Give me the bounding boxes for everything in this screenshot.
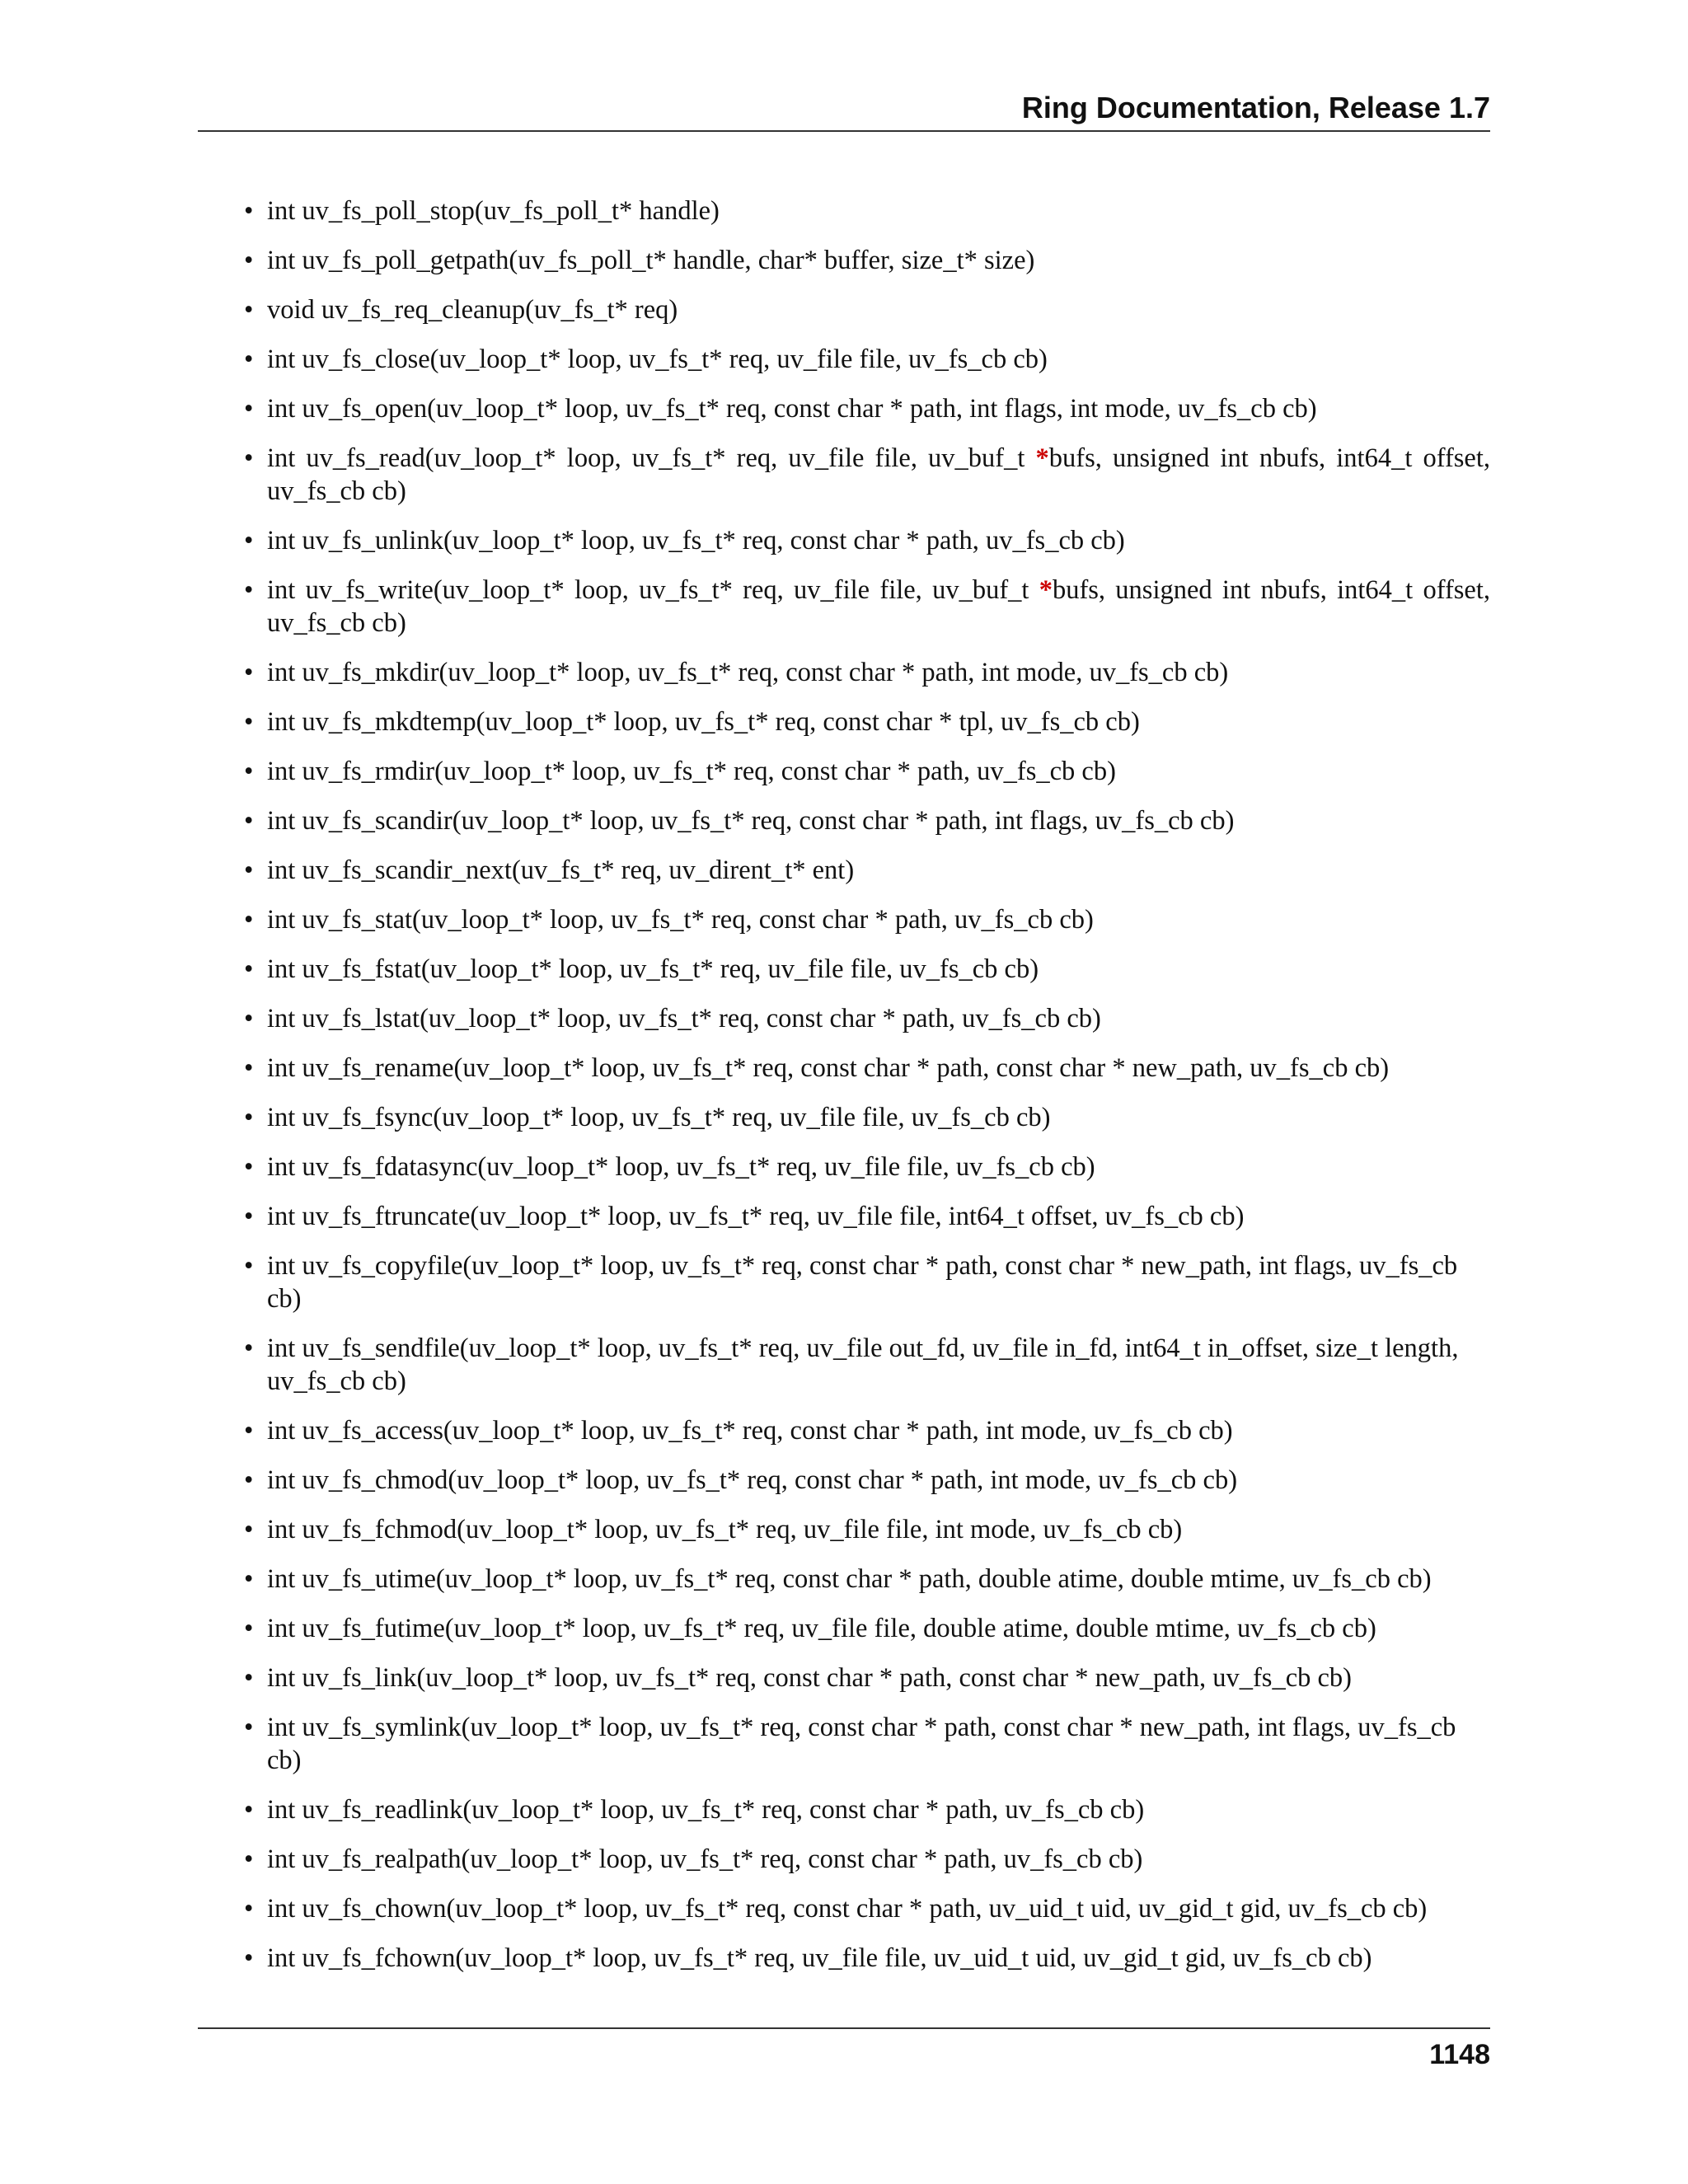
function-list-item bbox=[198, 1052, 1490, 1085]
function-list-item bbox=[198, 1711, 1490, 1777]
function-signature: int uv_fs_rename(uv_loop_t* loop, uv_fs_t* req, const char * path, const char * new_path, uv_fs_cb cb) bbox=[267, 1053, 1390, 1083]
function-signature: int uv_fs_copyfile(uv_loop_t* loop, uv_fs_t* req, const char * path, const char * new_path, int flags, uv_fs_cb cb) bbox=[267, 1251, 1458, 1314]
function-list-item bbox=[198, 1249, 1490, 1315]
bullet-icon: • bbox=[244, 1844, 254, 1874]
function-signature: int uv_fs_poll_stop(uv_fs_poll_t* handle) bbox=[267, 196, 720, 226]
function-list-item bbox=[198, 755, 1490, 788]
signature-part: int uv_fs_write(uv_loop_t* loop, uv_fs_t* req, uv_file file, uv_buf_t bbox=[267, 575, 1039, 605]
function-list-item bbox=[198, 1151, 1490, 1183]
function-signature: int uv_fs_stat(uv_loop_t* loop, uv_fs_t* req, const char * path, uv_fs_cb cb) bbox=[267, 905, 1094, 935]
function-signature: int uv_fs_unlink(uv_loop_t* loop, uv_fs_t* req, const char * path, uv_fs_cb cb) bbox=[267, 526, 1125, 555]
signature-part: int uv_fs_read(uv_loop_t* loop, uv_fs_t* req, uv_file file, uv_buf_t bbox=[267, 443, 1036, 473]
function-signature: int uv_fs_symlink(uv_loop_t* loop, uv_fs_t* req, const char * path, const char * new_path, int flags, uv_fs_cb cb) bbox=[267, 1713, 1456, 1775]
bullet-icon: • bbox=[244, 707, 254, 737]
bullet-icon: • bbox=[244, 1564, 254, 1594]
function-signature: int uv_fs_link(uv_loop_t* loop, uv_fs_t* req, const char * path, const char * new_path, uv_fs_cb cb) bbox=[267, 1663, 1352, 1693]
function-signature: int uv_fs_sendfile(uv_loop_t* loop, uv_fs_t* req, uv_file out_fd, uv_file in_fd, int64_t in_offset, size_t length, uv_fs_cb cb) bbox=[267, 1333, 1459, 1396]
function-list-item bbox=[198, 1002, 1490, 1035]
function-list-item bbox=[198, 1332, 1490, 1398]
bullet-icon: • bbox=[244, 1713, 254, 1742]
function-signature: int uv_fs_mkdir(uv_loop_t* loop, uv_fs_t* req, const char * path, int mode, uv_fs_cb cb) bbox=[267, 658, 1229, 687]
bullet-icon: • bbox=[244, 1053, 254, 1083]
bullet-icon: • bbox=[244, 344, 254, 374]
function-list-item bbox=[198, 804, 1490, 837]
function-list-item bbox=[198, 442, 1490, 508]
function-signature: int uv_fs_readlink(uv_loop_t* loop, uv_fs_t* req, const char * path, uv_fs_cb cb) bbox=[267, 1795, 1145, 1825]
function-signature: int uv_fs_close(uv_loop_t* loop, uv_fs_t* req, uv_file file, uv_fs_cb cb) bbox=[267, 344, 1048, 374]
function-list-item bbox=[198, 293, 1490, 326]
function-list-item bbox=[198, 1414, 1490, 1447]
bullet-icon: • bbox=[244, 1663, 254, 1693]
page-header bbox=[198, 86, 1490, 132]
function-list-item bbox=[198, 194, 1490, 227]
function-signature: int uv_fs_mkdtemp(uv_loop_t* loop, uv_fs_t* req, const char * tpl, uv_fs_cb cb) bbox=[267, 707, 1140, 737]
function-signature bbox=[267, 443, 1490, 506]
pointer-star: * bbox=[1035, 443, 1049, 473]
bullet-icon: • bbox=[244, 1795, 254, 1825]
function-list-item bbox=[198, 1793, 1490, 1826]
function-signature bbox=[267, 575, 1490, 638]
function-signature: int uv_fs_scandir(uv_loop_t* loop, uv_fs_t* req, const char * path, int flags, uv_fs_cb cb) bbox=[267, 806, 1235, 836]
function-signature: int uv_fs_access(uv_loop_t* loop, uv_fs_t* req, const char * path, int mode, uv_fs_cb cb) bbox=[267, 1416, 1233, 1446]
bullet-icon: • bbox=[244, 1515, 254, 1544]
bullet-icon: • bbox=[244, 295, 254, 325]
function-list-item bbox=[198, 343, 1490, 376]
function-signature: int uv_fs_futime(uv_loop_t* loop, uv_fs_t* req, uv_file file, double atime, double mtime, uv_fs_cb cb) bbox=[267, 1614, 1376, 1643]
function-signature: int uv_fs_fdatasync(uv_loop_t* loop, uv_fs_t* req, uv_file file, uv_fs_cb cb) bbox=[267, 1152, 1095, 1182]
function-list-item bbox=[198, 524, 1490, 557]
signature-part: bufs, unsigned int nbufs, int64_t offset, uv_fs_cb cb) bbox=[267, 443, 1490, 506]
bullet-icon: • bbox=[244, 954, 254, 984]
bullet-icon: • bbox=[244, 1465, 254, 1495]
document-title: Ring Documentation, Release 1.7 bbox=[1021, 91, 1490, 124]
function-signature: void uv_fs_req_cleanup(uv_fs_t* req) bbox=[267, 295, 678, 325]
function-signature: int uv_fs_lstat(uv_loop_t* loop, uv_fs_t* req, const char * path, uv_fs_cb cb) bbox=[267, 1004, 1101, 1033]
bullet-icon: • bbox=[244, 1894, 254, 1924]
bullet-icon: • bbox=[244, 905, 254, 935]
function-list-item bbox=[198, 1200, 1490, 1233]
function-signature: int uv_fs_fchmod(uv_loop_t* loop, uv_fs_t* req, uv_file file, int mode, uv_fs_cb cb) bbox=[267, 1515, 1183, 1544]
function-list-item bbox=[198, 854, 1490, 887]
pointer-star: * bbox=[1039, 575, 1053, 605]
function-list-item bbox=[198, 705, 1490, 738]
bullet-icon: • bbox=[244, 1152, 254, 1182]
function-list-item bbox=[198, 656, 1490, 689]
bullet-icon: • bbox=[244, 1103, 254, 1132]
function-list-item bbox=[198, 903, 1490, 936]
function-list-item bbox=[198, 1942, 1490, 1975]
page-footer bbox=[198, 2027, 1490, 2070]
main-content bbox=[198, 194, 1490, 1991]
bullet-icon: • bbox=[244, 1004, 254, 1033]
page-number: 1148 bbox=[1429, 2039, 1490, 2070]
bullet-icon: • bbox=[244, 1333, 254, 1363]
function-list-item bbox=[198, 1464, 1490, 1497]
function-signature: int uv_fs_utime(uv_loop_t* loop, uv_fs_t* req, const char * path, double atime, double mtime, uv_fs_cb cb) bbox=[267, 1564, 1432, 1594]
bullet-icon: • bbox=[244, 658, 254, 687]
bullet-icon: • bbox=[244, 1202, 254, 1231]
function-signature: int uv_fs_fsync(uv_loop_t* loop, uv_fs_t* req, uv_file file, uv_fs_cb cb) bbox=[267, 1103, 1051, 1132]
bullet-icon: • bbox=[244, 1416, 254, 1446]
bullet-icon: • bbox=[244, 526, 254, 555]
function-signature: int uv_fs_realpath(uv_loop_t* loop, uv_fs_t* req, const char * path, uv_fs_cb cb) bbox=[267, 1844, 1143, 1874]
function-list-item bbox=[198, 953, 1490, 986]
bullet-icon: • bbox=[244, 443, 254, 473]
function-list bbox=[198, 194, 1490, 1975]
bullet-icon: • bbox=[244, 806, 254, 836]
function-list-item bbox=[198, 1101, 1490, 1134]
function-list-item bbox=[198, 574, 1490, 640]
bullet-icon: • bbox=[244, 196, 254, 226]
bullet-icon: • bbox=[244, 394, 254, 424]
function-list-item bbox=[198, 1563, 1490, 1596]
function-list-item bbox=[198, 1513, 1490, 1546]
function-signature: int uv_fs_chown(uv_loop_t* loop, uv_fs_t* req, const char * path, uv_uid_t uid, uv_gid_t gid, uv_fs_cb cb) bbox=[267, 1894, 1428, 1924]
bullet-icon: • bbox=[244, 575, 254, 605]
function-list-item bbox=[198, 1843, 1490, 1876]
function-signature: int uv_fs_ftruncate(uv_loop_t* loop, uv_fs_t* req, uv_file file, int64_t offset, uv_fs_cb cb) bbox=[267, 1202, 1245, 1231]
function-signature: int uv_fs_poll_getpath(uv_fs_poll_t* handle, char* buffer, size_t* size) bbox=[267, 246, 1035, 275]
function-list-item bbox=[198, 1661, 1490, 1694]
function-list-item bbox=[198, 1612, 1490, 1645]
function-signature: int uv_fs_fstat(uv_loop_t* loop, uv_fs_t* req, uv_file file, uv_fs_cb cb) bbox=[267, 954, 1039, 984]
function-signature: int uv_fs_chmod(uv_loop_t* loop, uv_fs_t* req, const char * path, int mode, uv_fs_cb cb) bbox=[267, 1465, 1238, 1495]
function-list-item bbox=[198, 1892, 1490, 1925]
function-signature: int uv_fs_rmdir(uv_loop_t* loop, uv_fs_t* req, const char * path, uv_fs_cb cb) bbox=[267, 757, 1116, 786]
signature-part: bufs, unsigned int nbufs, int64_t offset, uv_fs_cb cb) bbox=[267, 575, 1490, 638]
function-list-item bbox=[198, 392, 1490, 425]
bullet-icon: • bbox=[244, 1943, 254, 1973]
function-signature: int uv_fs_scandir_next(uv_fs_t* req, uv_dirent_t* ent) bbox=[267, 855, 855, 885]
bullet-icon: • bbox=[244, 1251, 254, 1281]
bullet-icon: • bbox=[244, 246, 254, 275]
function-signature: int uv_fs_fchown(uv_loop_t* loop, uv_fs_t* req, uv_file file, uv_uid_t uid, uv_gid_t gid, uv_fs_cb cb) bbox=[267, 1943, 1372, 1973]
bullet-icon: • bbox=[244, 1614, 254, 1643]
function-list-item bbox=[198, 244, 1490, 277]
bullet-icon: • bbox=[244, 757, 254, 786]
bullet-icon: • bbox=[244, 855, 254, 885]
function-signature: int uv_fs_open(uv_loop_t* loop, uv_fs_t* req, const char * path, int flags, int mode, uv_fs_cb cb) bbox=[267, 394, 1317, 424]
